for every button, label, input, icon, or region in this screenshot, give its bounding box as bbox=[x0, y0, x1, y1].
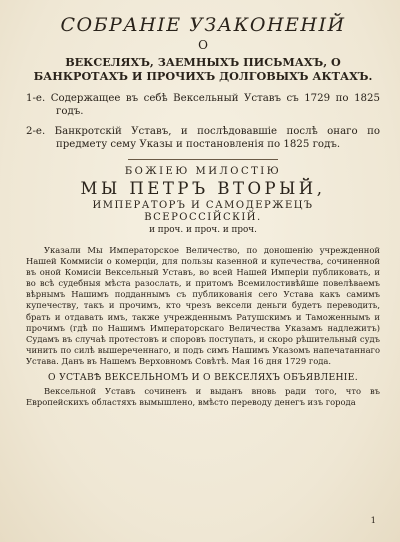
title-preposition: О bbox=[198, 38, 208, 52]
decree-text: Указали Мы Императорское Величество, по доношенію учрежденной Нашей Коммисіи о комерціи, для пользы казенной и купечества, сочиненной въ оной Комисіи Вексельный Уставъ, во всей Нашей Имперіи публиковать, и во всѣ судебныя мѣста разослать, и притомъ Всемилостивѣйше повелѣваемъ вѣрнымъ Нашимъ подданнымъ съ публикованія сего Устава какъ самимъ купечеству, такъ и прочимъ, кто чрезъ вексели деньги будетъ переводить, брать и отдавать имъ, также учрежденнымъ Ратушскимъ и Таможеннымъ и прочимъ (гдѣ по Нашимъ Императорскаго Величества Указамъ надлежитъ) Судамъ въ случаѣ протестовъ и споровъ поступать, и скоро рѣшительный судъ чинить по силѣ вышереченнаго, и подъ симъ Нашимъ Указомъ напечатаннаго Устава. Данъ въ Нашемъ Верховномъ Совѣтѣ. Мая 16 дня 1729 года. bbox=[26, 245, 380, 366]
section-heading: О УСТАВѢ ВЕКСЕЛЬНОМЪ И О ВЕКСЕЛЯХЪ ОБЪЯВЛЕНІЕ. bbox=[48, 372, 358, 384]
emperor-title: ИМПЕРАТОРЪ И САМОДЕРЖЕЦЪ bbox=[92, 200, 314, 211]
collection-title: СОБРАНІЕ УЗАКОНЕНІЙ bbox=[60, 14, 346, 36]
ruler-name: МЫ ПЕТРЪ ВТОРЫЙ, bbox=[80, 179, 326, 198]
page-number: 1 bbox=[370, 516, 376, 526]
by-grace-of-god: БОЖІЕЮ МИЛОСТІЮ bbox=[124, 166, 282, 177]
all-russia-title: ВСЕРОССІЙСКІЙ. bbox=[144, 212, 262, 223]
section-text: Вексельной Уставъ сочиненъ и выданъ вновь ради того, что въ Европейскихъ областяхъ вымышлено, вмѣсто переводу денегъ изъ города bbox=[26, 386, 380, 408]
volume-2-description: 2-е. Банкротскій Уставъ, и послѣдовавшіе послѣ онаго по предмету сему Указы и постановленія по 1825 годъ. bbox=[26, 126, 380, 150]
divider-rule bbox=[128, 159, 278, 160]
etcetera: и проч. и проч. и проч. bbox=[149, 225, 257, 235]
collection-subtitle: ВЕКСЕЛЯХЪ, ЗАЕМНЫХЪ ПИСЬМАХЪ, О БАНКРОТАХЪ И ПРОЧИХЪ ДОЛГОВЫХЪ АКТАХЪ. bbox=[33, 55, 373, 83]
volume-1-description: 1-е. Содержащее въ себѣ Вексельный Уставъ съ 1729 по 1825 годъ. bbox=[26, 93, 380, 117]
